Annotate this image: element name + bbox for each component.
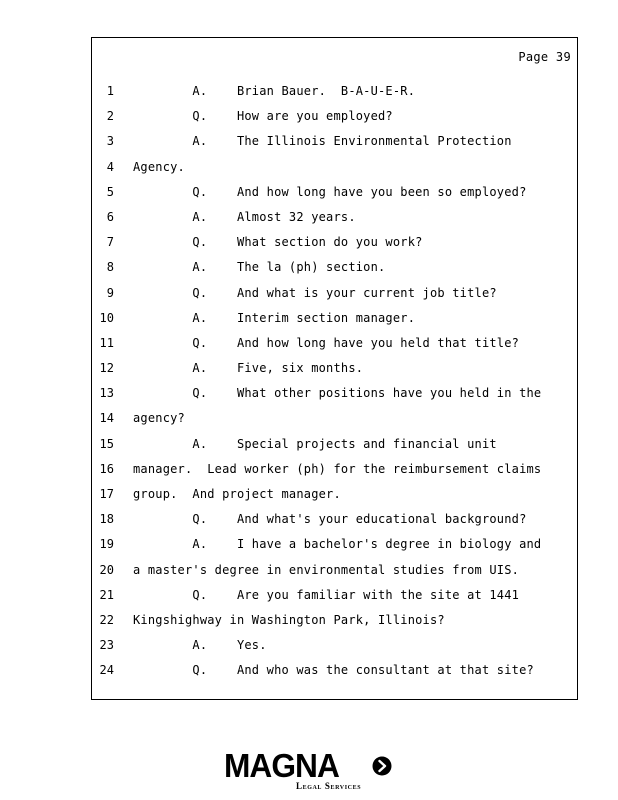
line-text: A. Almost 32 years. [133, 209, 356, 224]
line-number: 19 [99, 537, 114, 552]
line-text: A. The Illinois Environmental Protection [133, 134, 512, 149]
line-number: 20 [99, 562, 114, 577]
transcript-lines [92, 79, 577, 684]
transcript-line [92, 658, 577, 683]
transcript-line [92, 532, 577, 557]
line-number: 5 [106, 184, 114, 199]
line-text: Q. What other positions have you held in the [133, 386, 542, 401]
transcript-line [92, 608, 577, 633]
transcript-line [92, 558, 577, 583]
transcript-line [92, 457, 577, 482]
line-number: 23 [99, 638, 114, 653]
line-number: 22 [99, 612, 114, 627]
line-number: 14 [99, 411, 114, 426]
line-text: Q. And who was the consultant at that site? [133, 663, 534, 678]
transcript-line [92, 432, 577, 457]
line-text: A. The la (ph) section. [133, 260, 386, 275]
line-text: manager. Lead worker (ph) for the reimbursement claims [133, 461, 542, 476]
line-text: Q. Are you familiar with the site at 1441 [133, 587, 520, 602]
line-text: Q. What section do you work? [133, 235, 423, 250]
line-text: Agency. [133, 159, 185, 174]
line-text: A. Five, six months. [133, 361, 364, 376]
line-text: A. Yes. [133, 638, 267, 653]
logo-wordmark: MAGNA [224, 747, 339, 784]
magna-logo [224, 748, 396, 794]
line-number: 24 [99, 663, 114, 678]
line-number: 6 [106, 209, 114, 224]
transcript-line [92, 633, 577, 658]
line-text: A. Special projects and financial unit [133, 436, 497, 451]
transcript-line [92, 104, 577, 129]
transcript-line [92, 381, 577, 406]
line-number: 18 [99, 512, 114, 527]
line-number: 9 [106, 285, 114, 300]
line-number: 1 [106, 84, 114, 98]
line-number: 4 [106, 159, 114, 174]
transcript-line [92, 155, 577, 180]
transcript-line [92, 331, 577, 356]
line-number: 3 [106, 134, 114, 149]
line-number: 11 [99, 335, 114, 350]
line-number: 2 [106, 109, 114, 124]
transcript-line [92, 306, 577, 331]
transcript-line [92, 356, 577, 381]
line-number: 15 [99, 436, 114, 451]
line-text: A. Brian Bauer. B-A-U-E-R. [133, 84, 416, 98]
transcript-line [92, 255, 577, 280]
line-number: 21 [99, 587, 114, 602]
line-number: 13 [99, 386, 114, 401]
transcript-line [92, 205, 577, 230]
transcript-line [92, 507, 577, 532]
line-text: Q. And how long have you been so employed? [133, 184, 527, 199]
line-number: 10 [99, 310, 114, 325]
line-number: 17 [99, 487, 114, 501]
line-text: agency? [133, 411, 185, 426]
page-number: Page 39 [518, 50, 571, 64]
line-text: a master's degree in environmental studies from UIS. [133, 562, 520, 577]
line-text: Q. And how long have you held that title? [133, 335, 520, 350]
line-number: 12 [99, 361, 114, 376]
line-text: Q. How are you employed? [133, 109, 393, 124]
transcript-line [92, 406, 577, 431]
line-number: 16 [99, 461, 114, 476]
line-text: Q. And what's your educational background? [133, 512, 527, 527]
transcript-line [92, 583, 577, 608]
transcript-line [92, 281, 577, 306]
transcript-line [92, 180, 577, 205]
transcript-line [92, 482, 577, 507]
line-text: A. Interim section manager. [133, 310, 416, 325]
transcript-page [91, 37, 578, 700]
line-number: 8 [106, 260, 114, 275]
line-text: Kingshighway in Washington Park, Illinois? [133, 612, 445, 627]
transcript-line [92, 79, 577, 104]
transcript-line [92, 230, 577, 255]
line-text: Q. And what is your current job title? [133, 285, 497, 300]
chevron-right-icon [372, 756, 392, 776]
line-text: A. I have a bachelor's degree in biology and [133, 537, 542, 552]
line-text: group. And project manager. [133, 487, 341, 501]
transcript-line [92, 129, 577, 154]
logo-tagline: Legal Services [296, 781, 362, 791]
line-number: 7 [106, 235, 114, 250]
